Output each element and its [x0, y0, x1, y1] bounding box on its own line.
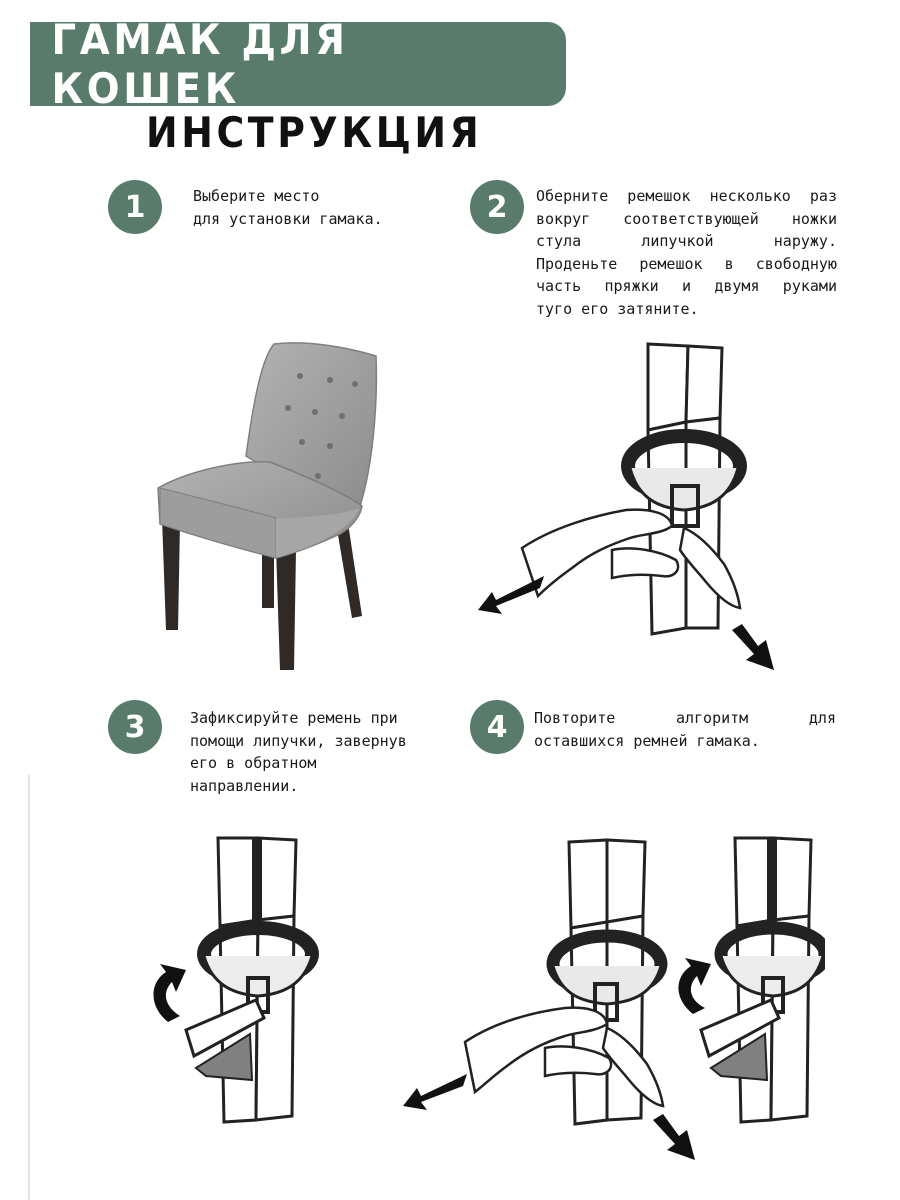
step-4-badge: 4 [470, 700, 524, 754]
step-1-badge: 1 [108, 180, 162, 234]
arrow-icon [653, 1114, 695, 1160]
page-subtitle: ИНСТРУКЦИЯ [146, 108, 483, 157]
step-2-line: туго его затяните. [536, 299, 699, 318]
step-4-line: оставшихся ремней гамака. [534, 731, 760, 750]
step-3-line: его в обратном [190, 754, 317, 772]
step-2-line: стула липучкой наружу. [536, 232, 837, 250]
page-edge-line [28, 775, 30, 1200]
strap-fixing-illustration [140, 830, 330, 1130]
step-1-line: Выберите место [193, 187, 320, 205]
chair-back-leg [336, 523, 362, 618]
step-3-badge: 3 [108, 700, 162, 754]
step-3-text [190, 707, 430, 797]
step-2-line: часть пряжки и двумя руками [536, 277, 837, 295]
strap-tightening-illustration [462, 338, 792, 678]
curved-arrow-icon [679, 958, 712, 1014]
step-2-text [536, 185, 837, 320]
chair-illustration [150, 338, 390, 678]
step-1-line: для установки гамака. [193, 209, 383, 228]
step-3-line: Зафиксируйте ремень при [190, 709, 398, 727]
chair-front-leg [162, 518, 180, 630]
title-banner [30, 15, 566, 113]
step-4-text [534, 707, 836, 752]
page-title: ГАМАК ДЛЯ КОШЕК [51, 15, 349, 113]
step-4-line: Повторите алгоритм для [534, 709, 836, 727]
step-2-line: Оберните ремешок несколько раз [536, 187, 837, 205]
strap-vertical [767, 838, 777, 928]
strap-vertical [252, 838, 262, 928]
arrow-icon [478, 576, 544, 614]
step-2-badge: 2 [470, 180, 524, 234]
chair-front-leg [276, 548, 296, 670]
arrow-icon [732, 624, 774, 670]
curved-arrow-icon [154, 964, 187, 1022]
step-3-line: направлении. [190, 776, 299, 795]
step-1-text [193, 185, 423, 230]
strap-repeat-illustration [395, 830, 825, 1170]
step-2-line: вокруг соответствующей ножки [536, 209, 837, 228]
arrow-icon [403, 1074, 467, 1110]
step-3-line: помощи липучки, завернув [190, 731, 407, 750]
step-2-line: Проденьте ремешок в свободную [536, 254, 837, 273]
